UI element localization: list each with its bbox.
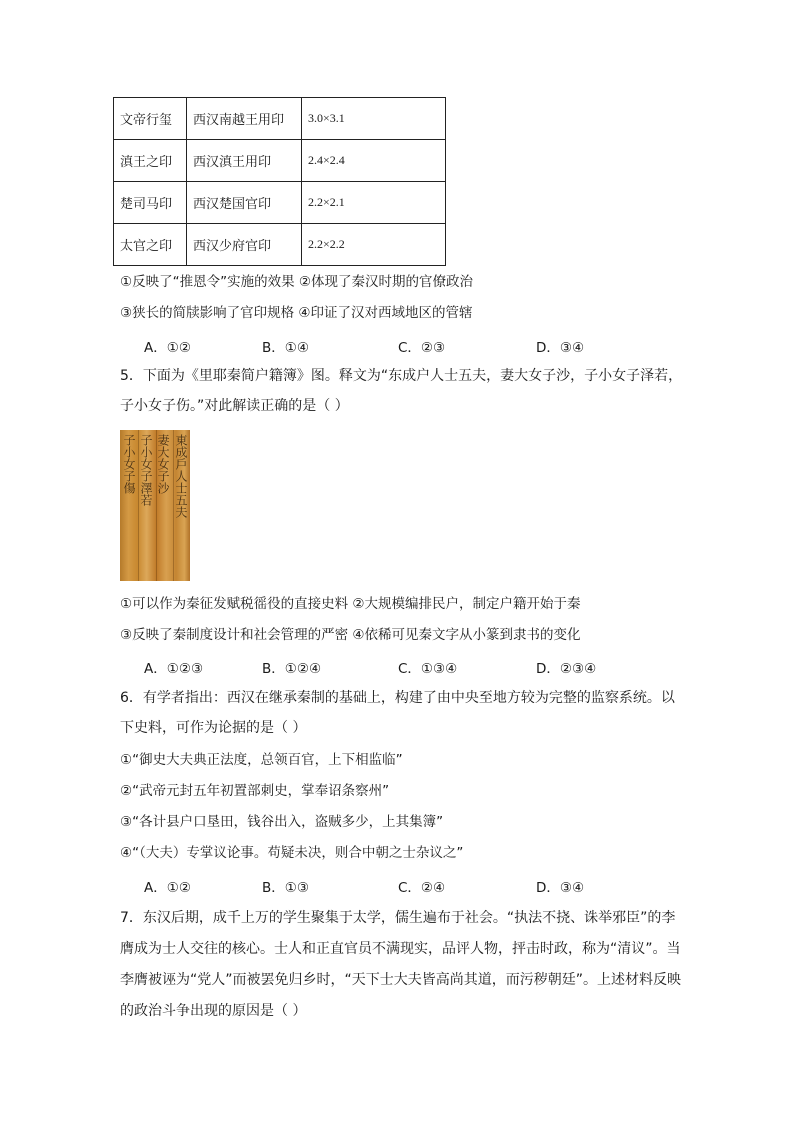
- q7-stem-line-4: 的政治斗争出现的原因是（ ）: [120, 1003, 307, 1019]
- table-cell: 3.0×3.1: [302, 98, 446, 140]
- slip-glyph-column: 妻大女子沙: [156, 434, 170, 494]
- option-d[interactable]: D．③④: [536, 880, 585, 896]
- option-a[interactable]: A．①②: [144, 880, 191, 896]
- q5-statement-1: ①可以作为秦征发赋税徭役的直接史料 ②大规模编排民户，制定户籍开始于秦: [120, 596, 581, 612]
- q5-statement-2: ③反映了秦制度设计和社会管理的严密 ④依稀可见秦文字从小篆到隶书的变化: [120, 627, 581, 643]
- table-cell: 西汉滇王用印: [187, 140, 302, 182]
- slip-glyph-column: 東成戶人士五夫: [174, 434, 188, 518]
- q6-statement-2: ②“武帝元封五年初置部刺史，掌奉诏条察州”: [120, 783, 390, 799]
- table-cell: 2.2×2.1: [302, 182, 446, 224]
- option-c[interactable]: C．①③④: [398, 661, 458, 677]
- q5-stem-line-1: 5．下面为《里耶秦简户籍簿》图。释文为“东成户人士五夫，妻大女子沙，子小女子泽若，: [120, 368, 683, 384]
- table-cell: 太官之印: [114, 224, 187, 266]
- bamboo-slip-image: [120, 430, 190, 581]
- table-cell: 西汉南越王用印: [187, 98, 302, 140]
- table-cell: 西汉少府官印: [187, 224, 302, 266]
- option-c[interactable]: C．②④: [398, 880, 446, 896]
- table-cell: 文帝行玺: [114, 98, 187, 140]
- q7-stem-line-3: 李膺被诬为“党人”而被罢免归乡时，“天下士大夫皆高尚其道，而污秽朝廷”。上述材料反映: [120, 972, 682, 988]
- table-cell: 西汉楚国官印: [187, 182, 302, 224]
- table-row: [114, 98, 446, 140]
- seal-table: [113, 97, 446, 266]
- q6-statement-4: ④“（大夫）专掌议论事。苟疑未决，则合中朝之士杂议之”: [120, 845, 464, 861]
- table-cell: 2.4×2.4: [302, 140, 446, 182]
- option-d[interactable]: D．②③④: [536, 661, 597, 677]
- q6-statement-1: ①“御史大夫典正法度，总领百官，上下相监临”: [120, 752, 403, 768]
- table-cell: 楚司马印: [114, 182, 187, 224]
- q4-statement-2: ③狭长的简牍影响了官印规格 ④印证了汉对西域地区的管辖: [120, 305, 473, 321]
- slip-glyph-column: 子小女子傷: [122, 434, 136, 494]
- table-row: [114, 182, 446, 224]
- option-b[interactable]: B．①③: [262, 880, 309, 896]
- table-cell: 2.2×2.2: [302, 224, 446, 266]
- q7-stem-line-2: 膺成为士人交往的核心。士人和正直官员不满现实，品评人物，抨击时政，称为“清议”。当: [120, 941, 681, 957]
- q4-statement-1: ①反映了“推恩令”实施的效果 ②体现了秦汉时期的官僚政治: [120, 274, 473, 290]
- table-row: [114, 140, 446, 182]
- table-row: [114, 224, 446, 266]
- slip-glyph-column: 子小女子澤若: [139, 434, 153, 506]
- q5-stem-line-2: 子小女子伤。”对此解读正确的是（ ）: [120, 398, 349, 414]
- option-b[interactable]: B．①④: [262, 340, 309, 356]
- q7-stem-line-1: 7．东汉后期，成千上万的学生聚集于太学，儒生遍布于社会。“执法不挠、诛举邪臣”的李: [120, 910, 676, 926]
- q6-stem-line-1: 6．有学者指出：西汉在继承秦制的基础上，构建了由中央至地方较为完整的监察系统。以: [120, 690, 675, 706]
- table-cell: 滇王之印: [114, 140, 187, 182]
- option-c[interactable]: C．②③: [398, 340, 446, 356]
- option-d[interactable]: D．③④: [536, 340, 585, 356]
- q6-statement-3: ③“各计县户口垦田，钱谷出入，盗贼多少，上其集簿”: [120, 814, 444, 830]
- option-a[interactable]: A．①②③: [144, 661, 204, 677]
- q6-stem-line-2: 下史料，可作为论据的是（ ）: [120, 720, 307, 736]
- option-a[interactable]: A．①②: [144, 340, 191, 356]
- option-b[interactable]: B．①②④: [262, 661, 322, 677]
